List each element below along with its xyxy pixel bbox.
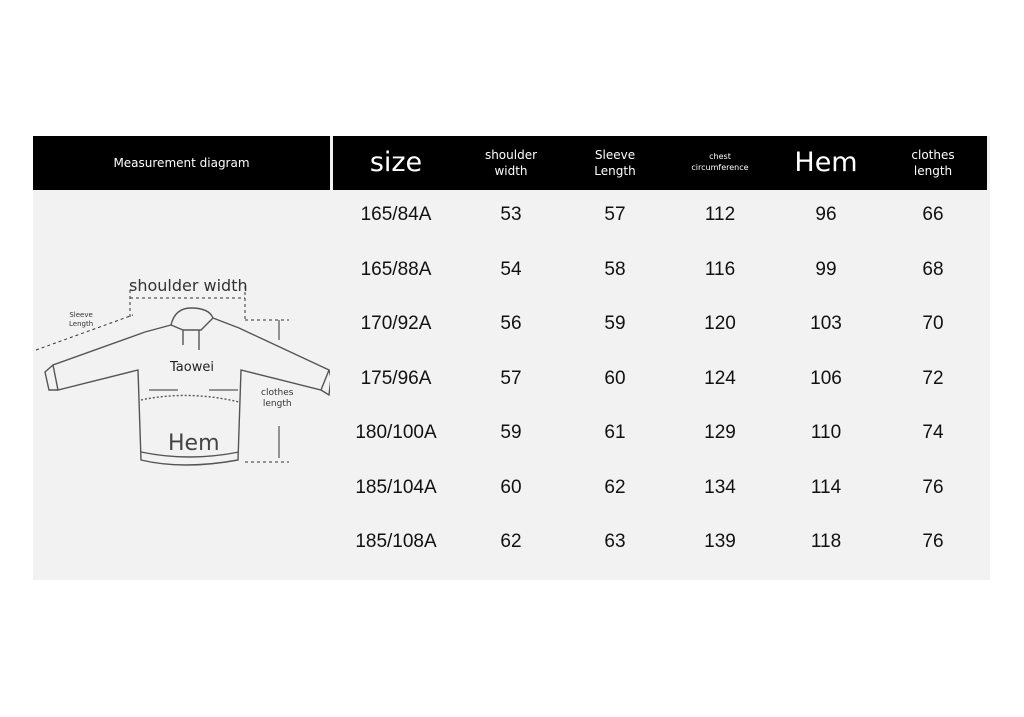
cell-shoulder-width: 59: [500, 422, 522, 443]
diagram-header: [33, 136, 330, 190]
cell-hem: 106: [810, 368, 842, 389]
cell-chest: 129: [704, 422, 736, 443]
cell-chest: 116: [704, 259, 736, 280]
cell-chest: 134: [704, 477, 736, 498]
cell-shoulder-width: 60: [500, 477, 522, 498]
table-header: [333, 136, 987, 190]
cell-size: 165/88A: [360, 259, 432, 280]
header-hem: Hem: [794, 146, 858, 178]
cell-size: 170/92A: [360, 313, 432, 334]
hoodie-illustration: [33, 190, 330, 580]
header-sleeve-length: Sleeve Length: [594, 147, 636, 178]
cell-shoulder-width: 56: [500, 313, 522, 334]
cell-hem: 118: [810, 531, 842, 552]
header-shoulder-width: shoulder width: [484, 147, 538, 178]
cell-hem: 96: [815, 204, 837, 225]
cell-size: 185/108A: [355, 531, 437, 552]
cell-sleeve-length: 62: [604, 477, 626, 498]
measurement-diagram: [33, 190, 330, 580]
cell-shoulder-width: 62: [500, 531, 522, 552]
table-row: [333, 309, 987, 339]
cell-size: 175/96A: [360, 368, 432, 389]
cell-clothes-length: 68: [922, 259, 944, 280]
cell-chest: 120: [704, 313, 736, 334]
cell-clothes-length: 70: [922, 313, 944, 334]
cell-sleeve-length: 60: [604, 368, 626, 389]
cell-size: 165/84A: [360, 204, 432, 225]
cell-sleeve-length: 58: [604, 259, 626, 280]
hood-outline: [171, 308, 213, 330]
cell-chest: 124: [704, 368, 736, 389]
sleeve-length-label: Sleeve Length: [69, 311, 94, 328]
header-size: size: [369, 146, 423, 178]
cell-size: 185/104A: [355, 477, 437, 498]
cell-hem: 103: [810, 313, 842, 334]
cell-shoulder-width: 57: [500, 368, 522, 389]
table-row: [333, 364, 987, 394]
cell-shoulder-width: 53: [500, 204, 522, 225]
clothes-length-label: clothes length: [261, 388, 294, 410]
cell-hem: 114: [810, 477, 842, 498]
cell-clothes-length: 76: [922, 477, 944, 498]
diagram-title: Measurement diagram: [113, 156, 250, 170]
table-row: [333, 473, 987, 503]
cell-chest: 139: [704, 531, 736, 552]
cell-size: 180/100A: [355, 422, 437, 443]
cell-clothes-length: 66: [922, 204, 944, 225]
table-row: [333, 527, 987, 557]
cell-hem: 99: [815, 259, 837, 280]
table-row: [333, 255, 987, 285]
brand-label: Taowei: [170, 360, 214, 375]
cell-clothes-length: 74: [922, 422, 944, 443]
table-row: [333, 418, 987, 448]
cell-sleeve-length: 57: [604, 204, 626, 225]
cell-shoulder-width: 54: [500, 259, 522, 280]
cell-sleeve-length: 59: [604, 313, 626, 334]
hem-label: Hem: [168, 431, 220, 456]
cell-clothes-length: 76: [922, 531, 944, 552]
cell-chest: 112: [704, 204, 736, 225]
cell-clothes-length: 72: [922, 368, 944, 389]
cell-sleeve-length: 63: [604, 531, 626, 552]
table-row: [333, 200, 987, 230]
cell-sleeve-length: 61: [604, 422, 626, 443]
header-clothes-length: clothes length: [911, 147, 955, 178]
shoulder-width-label: shoulder width: [129, 276, 248, 295]
header-chest-circumference: chest circumference: [691, 152, 749, 172]
cell-hem: 110: [810, 422, 842, 443]
